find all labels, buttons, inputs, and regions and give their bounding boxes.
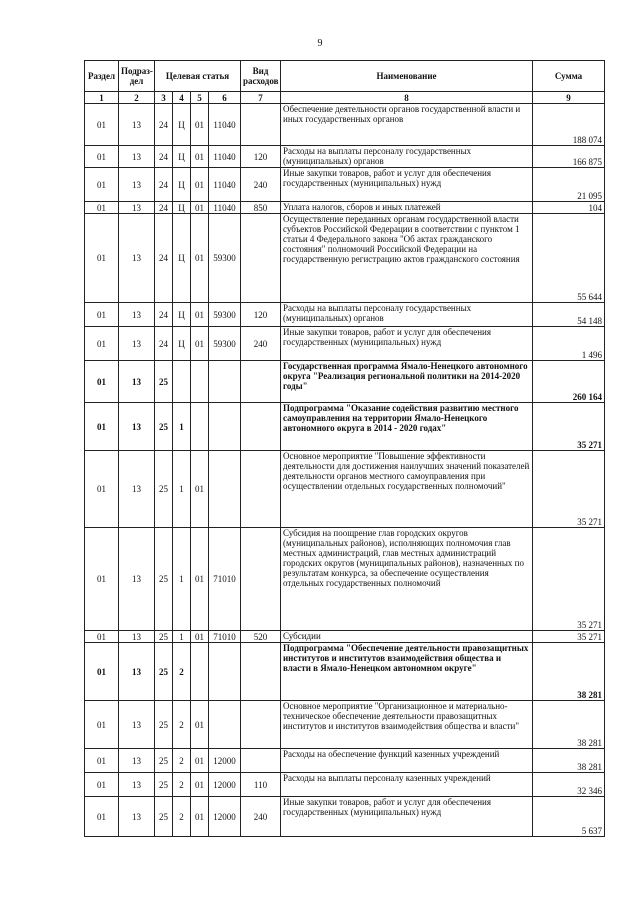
cell-vid (241, 214, 281, 303)
cell-cs4: 59300 (209, 327, 241, 361)
cell-cs3: 01 (191, 104, 209, 146)
cell-vid (241, 403, 281, 451)
cell-razdel: 01 (85, 303, 119, 327)
table-row (85, 701, 605, 749)
cell-cs4: 12000 (209, 773, 241, 797)
column-number-row (85, 92, 605, 104)
cell-sum: 38 281 (533, 701, 605, 749)
cell-razdel: 01 (85, 327, 119, 361)
cell-podrazdel: 13 (119, 202, 155, 214)
cell-razdel: 01 (85, 104, 119, 146)
cell-cs3: 01 (191, 797, 209, 837)
header-summa: Сумма (533, 61, 605, 92)
cell-vid: 240 (241, 797, 281, 837)
cell-cs2: 2 (173, 797, 191, 837)
header-vid: Вид расходов (241, 61, 281, 92)
cell-razdel: 01 (85, 146, 119, 168)
table-row (85, 104, 605, 146)
cell-cs3: 01 (191, 146, 209, 168)
cell-cs1: 25 (155, 797, 173, 837)
cell-cs4: 12000 (209, 797, 241, 837)
cell-razdel: 01 (85, 631, 119, 643)
cell-cs1: 24 (155, 146, 173, 168)
cell-cs3 (191, 361, 209, 403)
cell-razdel: 01 (85, 773, 119, 797)
table-row (85, 303, 605, 327)
cell-vid (241, 749, 281, 773)
cell-sum: 32 346 (533, 773, 605, 797)
cell-cs2: Ц (173, 104, 191, 146)
cell-razdel: 01 (85, 403, 119, 451)
cell-podrazdel: 13 (119, 403, 155, 451)
cell-cs3: 01 (191, 202, 209, 214)
cell-cs4: 71010 (209, 528, 241, 631)
cell-cs4: 59300 (209, 303, 241, 327)
cell-cs2: 2 (173, 773, 191, 797)
cell-sum: 166 875 (533, 146, 605, 168)
cell-vid (241, 451, 281, 528)
cell-vid: 110 (241, 773, 281, 797)
cell-sum: 188 074 (533, 104, 605, 146)
cell-podrazdel: 13 (119, 361, 155, 403)
cell-razdel: 01 (85, 361, 119, 403)
table-row (85, 631, 605, 643)
cell-cs3: 01 (191, 214, 209, 303)
col-number: 2 (119, 92, 155, 104)
cell-cs2: Ц (173, 303, 191, 327)
cell-cs4 (209, 451, 241, 528)
col-number: 8 (281, 92, 533, 104)
cell-cs4: 12000 (209, 749, 241, 773)
cell-cs3 (191, 643, 209, 701)
cell-name: Иные закупки товаров, работ и услуг для обеспечения государственных (муниципальных) нужд (281, 168, 533, 202)
cell-cs3: 01 (191, 631, 209, 643)
cell-razdel: 01 (85, 451, 119, 528)
table-row (85, 451, 605, 528)
cell-name: Осуществление переданных органам государственной власти субъектов Российской Федерации в соответствии с пунктом 1 статьи 4 Федерального закона "Об актах гражданского состояния" полномочий Российской Федерации на государственную регистрацию актов гражданского состояния (281, 214, 533, 303)
cell-razdel: 01 (85, 643, 119, 701)
cell-sum: 260 164 (533, 361, 605, 403)
cell-cs4 (209, 701, 241, 749)
cell-cs4: 11040 (209, 104, 241, 146)
cell-razdel: 01 (85, 749, 119, 773)
cell-vid: 120 (241, 303, 281, 327)
cell-vid: 520 (241, 631, 281, 643)
cell-podrazdel: 13 (119, 749, 155, 773)
cell-name: Иные закупки товаров, работ и услуг для обеспечения государственных (муниципальных) нужд (281, 797, 533, 837)
cell-razdel: 01 (85, 528, 119, 631)
cell-name: Субсидия на поощрение глав городских округов (муниципальных районов), исполняющих полномочия глав местных администраций, глав местных администраций городских округов (муниципальных районов), назначенных по результатам конкурса, за обеспечение осуществления отдельных государственных полномочий (281, 528, 533, 631)
col-number: 6 (209, 92, 241, 104)
cell-cs2: Ц (173, 214, 191, 303)
cell-name: Подпрограмма "Обеспечение деятельности правозащитных институтов и институтов взаимодействия общества и власти в Ямало-Ненецком автономном округе" (281, 643, 533, 701)
cell-cs1: 24 (155, 327, 173, 361)
budget-table (84, 60, 605, 837)
cell-cs2: Ц (173, 168, 191, 202)
cell-podrazdel: 13 (119, 528, 155, 631)
cell-name: Обеспечение деятельности органов государственной власти и иных государственных органов (281, 104, 533, 146)
cell-vid (241, 643, 281, 701)
cell-sum: 35 271 (533, 528, 605, 631)
cell-sum: 35 271 (533, 403, 605, 451)
cell-vid (241, 701, 281, 749)
cell-cs2: Ц (173, 146, 191, 168)
cell-cs1: 25 (155, 403, 173, 451)
col-number: 7 (241, 92, 281, 104)
cell-name: Основное мероприятие "Повышение эффективности деятельности для достижения наилучших значений показателей деятельности органов местного самоуправления при осуществлении отдельных государственных полномочий" (281, 451, 533, 528)
cell-cs4 (209, 403, 241, 451)
cell-podrazdel: 13 (119, 214, 155, 303)
cell-name: Основное мероприятие "Организационное и материально-техническое обеспечение деятельности правозащитных институтов и институтов взаимодействия общества и власти" (281, 701, 533, 749)
table-row (85, 146, 605, 168)
cell-sum: 38 281 (533, 643, 605, 701)
cell-cs1: 24 (155, 214, 173, 303)
cell-razdel: 01 (85, 701, 119, 749)
cell-cs4: 11040 (209, 168, 241, 202)
cell-cs4: 59300 (209, 214, 241, 303)
cell-cs4 (209, 361, 241, 403)
cell-cs4: 71010 (209, 631, 241, 643)
cell-name: Государственная программа Ямало-Ненецкого автономного округа "Реализация региональной политики на 2014-2020 годы" (281, 361, 533, 403)
cell-sum: 55 644 (533, 214, 605, 303)
cell-cs3: 01 (191, 701, 209, 749)
col-number: 1 (85, 92, 119, 104)
table-row (85, 749, 605, 773)
cell-razdel: 01 (85, 202, 119, 214)
table-row (85, 214, 605, 303)
cell-razdel: 01 (85, 168, 119, 202)
header-celevaya: Целевая статья (155, 61, 241, 92)
table-row (85, 643, 605, 701)
cell-cs2: Ц (173, 202, 191, 214)
col-number: 3 (155, 92, 173, 104)
cell-cs1: 25 (155, 643, 173, 701)
cell-sum: 38 281 (533, 749, 605, 773)
col-number: 4 (173, 92, 191, 104)
cell-sum: 54 148 (533, 303, 605, 327)
cell-podrazdel: 13 (119, 773, 155, 797)
cell-cs2: 1 (173, 403, 191, 451)
cell-vid: 240 (241, 168, 281, 202)
cell-name: Уплата налогов, сборов и иных платежей (281, 202, 533, 214)
cell-vid: 120 (241, 146, 281, 168)
cell-cs3: 01 (191, 749, 209, 773)
cell-cs2: 1 (173, 451, 191, 528)
cell-cs4 (209, 643, 241, 701)
cell-podrazdel: 13 (119, 701, 155, 749)
cell-cs1: 25 (155, 451, 173, 528)
cell-sum: 5 637 (533, 797, 605, 837)
col-number: 5 (191, 92, 209, 104)
cell-cs1: 25 (155, 631, 173, 643)
page-number: 9 (317, 38, 323, 49)
cell-cs2: 2 (173, 701, 191, 749)
table-row (85, 773, 605, 797)
col-number: 9 (533, 92, 605, 104)
cell-podrazdel: 13 (119, 631, 155, 643)
cell-cs4: 11040 (209, 202, 241, 214)
table-row (85, 168, 605, 202)
cell-vid: 850 (241, 202, 281, 214)
cell-name: Иные закупки товаров, работ и услуг для обеспечения государственных (муниципальных) нужд (281, 327, 533, 361)
cell-cs4: 11040 (209, 146, 241, 168)
header-podrazdel: Подраз-дел (119, 61, 155, 92)
cell-cs2: 2 (173, 749, 191, 773)
cell-cs3: 01 (191, 327, 209, 361)
cell-cs2: 2 (173, 643, 191, 701)
cell-vid (241, 528, 281, 631)
table-row (85, 528, 605, 631)
cell-podrazdel: 13 (119, 104, 155, 146)
cell-podrazdel: 13 (119, 643, 155, 701)
cell-sum: 104 (533, 202, 605, 214)
cell-cs2: Ц (173, 327, 191, 361)
cell-cs1: 25 (155, 773, 173, 797)
table-row (85, 361, 605, 403)
cell-name: Подпрограмма "Оказание содействия развитию местного самоуправления на территории Ямало-Ненецкого автономного округа в 2014 - 2020 годах" (281, 403, 533, 451)
cell-cs3: 01 (191, 451, 209, 528)
cell-sum: 1 496 (533, 327, 605, 361)
cell-cs1: 24 (155, 202, 173, 214)
cell-cs1: 25 (155, 361, 173, 403)
header-razdel: Раздел (85, 61, 119, 92)
cell-cs2: 1 (173, 631, 191, 643)
header-name: Наименование (281, 61, 533, 92)
cell-name: Расходы на выплаты персоналу государственных (муниципальных) органов (281, 303, 533, 327)
cell-podrazdel: 13 (119, 146, 155, 168)
cell-podrazdel: 13 (119, 451, 155, 528)
cell-cs1: 25 (155, 701, 173, 749)
cell-name: Расходы на выплаты персоналу казенных учреждений (281, 773, 533, 797)
table-row (85, 403, 605, 451)
cell-vid: 240 (241, 327, 281, 361)
cell-sum: 35 271 (533, 451, 605, 528)
cell-cs3: 01 (191, 773, 209, 797)
cell-sum: 21 095 (533, 168, 605, 202)
table-row (85, 797, 605, 837)
cell-name: Расходы на выплаты персоналу государственных (муниципальных) органов (281, 146, 533, 168)
cell-podrazdel: 13 (119, 168, 155, 202)
cell-sum: 35 271 (533, 631, 605, 643)
cell-cs3: 01 (191, 528, 209, 631)
header-row (85, 61, 605, 92)
cell-name: Субсидии (281, 631, 533, 643)
cell-cs3: 01 (191, 303, 209, 327)
cell-razdel: 01 (85, 214, 119, 303)
cell-vid (241, 104, 281, 146)
cell-vid (241, 361, 281, 403)
cell-cs2 (173, 361, 191, 403)
cell-podrazdel: 13 (119, 327, 155, 361)
cell-cs1: 24 (155, 104, 173, 146)
cell-name: Расходы на обеспечение функций казенных учреждений (281, 749, 533, 773)
cell-cs1: 25 (155, 528, 173, 631)
cell-cs1: 24 (155, 168, 173, 202)
table-row (85, 327, 605, 361)
cell-cs1: 24 (155, 303, 173, 327)
cell-podrazdel: 13 (119, 797, 155, 837)
cell-cs2: 1 (173, 528, 191, 631)
table-row (85, 202, 605, 214)
cell-cs3 (191, 403, 209, 451)
cell-cs3: 01 (191, 168, 209, 202)
cell-razdel: 01 (85, 797, 119, 837)
cell-podrazdel: 13 (119, 303, 155, 327)
cell-cs1: 25 (155, 749, 173, 773)
